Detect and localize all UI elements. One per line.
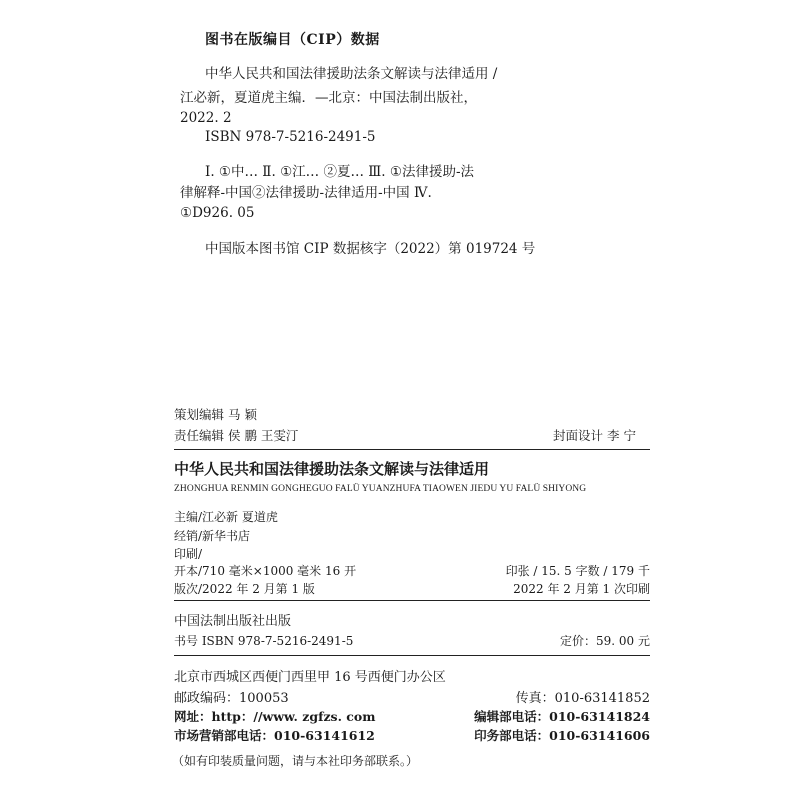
book-price: 定价：59. 00 元 [560, 634, 650, 648]
website: 网址：http：//www. zgfzs. com [174, 709, 376, 724]
responsible-editor: 责任编辑 侯 鹏 王雯汀 [174, 428, 299, 443]
publisher-isbn: 书号 ISBN 978-7-5216-2491-5 [174, 634, 354, 648]
cover-designer: 封面设计 李 宁 [553, 428, 636, 443]
quality-notice: （如有印装质量问题，请与本社印务部联系。） [172, 754, 419, 768]
planning-editor: 策划编辑 马 颖 [174, 407, 257, 422]
book-sheets: 印张 / 15. 5 字数 / 179 千 [505, 564, 650, 578]
divider [174, 600, 650, 601]
cip-classification: ①D926. 05 [180, 205, 255, 221]
cip-line: 江必新，夏道虎主编．—北京：中国法制出版社， [180, 90, 477, 106]
cip-classification: Ⅰ. ①中… Ⅱ. ①江… ②夏… Ⅲ. ①法律援助-法 [205, 164, 475, 180]
cip-isbn: ISBN 978-7-5216-2491-5 [205, 129, 376, 145]
book-format: 开本/710 毫米×1000 毫米 16 开 [174, 564, 357, 578]
divider [174, 449, 650, 450]
book-printer: 印刷/ [174, 547, 203, 561]
book-authors: 主编/江必新 夏道虎 [174, 510, 278, 524]
editorial-phone: 编辑部电话：010-63141824 [474, 709, 650, 724]
cip-classification: 律解释-中国②法律援助-法律适用-中国 Ⅳ. [180, 185, 432, 201]
book-edition: 版次/2022 年 2 月第 1 版 [174, 582, 315, 596]
cip-record-number: 中国版本图书馆 CIP 数据核字（2022）第 019724 号 [205, 241, 536, 257]
book-title: 中华人民共和国法律援助法条文解读与法律适用 [174, 460, 490, 478]
cip-line: 2022. 2 [180, 110, 232, 126]
printing-phone: 印务部电话：010-63141606 [474, 728, 650, 743]
divider [174, 655, 650, 656]
publisher-name: 中国法制出版社出版 [174, 614, 292, 629]
postal-code: 邮政编码：100053 [174, 691, 289, 706]
marketing-phone: 市场营销部电话：010-63141612 [174, 728, 375, 743]
fax-number: 传真：010-63141852 [515, 691, 650, 706]
publisher-address: 北京市西城区西便门西里甲 16 号西便门办公区 [174, 670, 446, 685]
book-printing: 2022 年 2 月第 1 次印刷 [513, 582, 650, 596]
cip-heading: 图书在版编目（CIP）数据 [205, 32, 380, 48]
cip-line: 中华人民共和国法律援助法条文解读与法律适用 / [205, 66, 498, 82]
book-title-pinyin: ZHONGHUA RENMIN GONGHEGUO FALÜ YUANZHUFA TIAOWEN JIEDU YU FALÜ SHIYONG [174, 484, 587, 494]
book-distributor: 经销/新华书店 [174, 529, 251, 543]
